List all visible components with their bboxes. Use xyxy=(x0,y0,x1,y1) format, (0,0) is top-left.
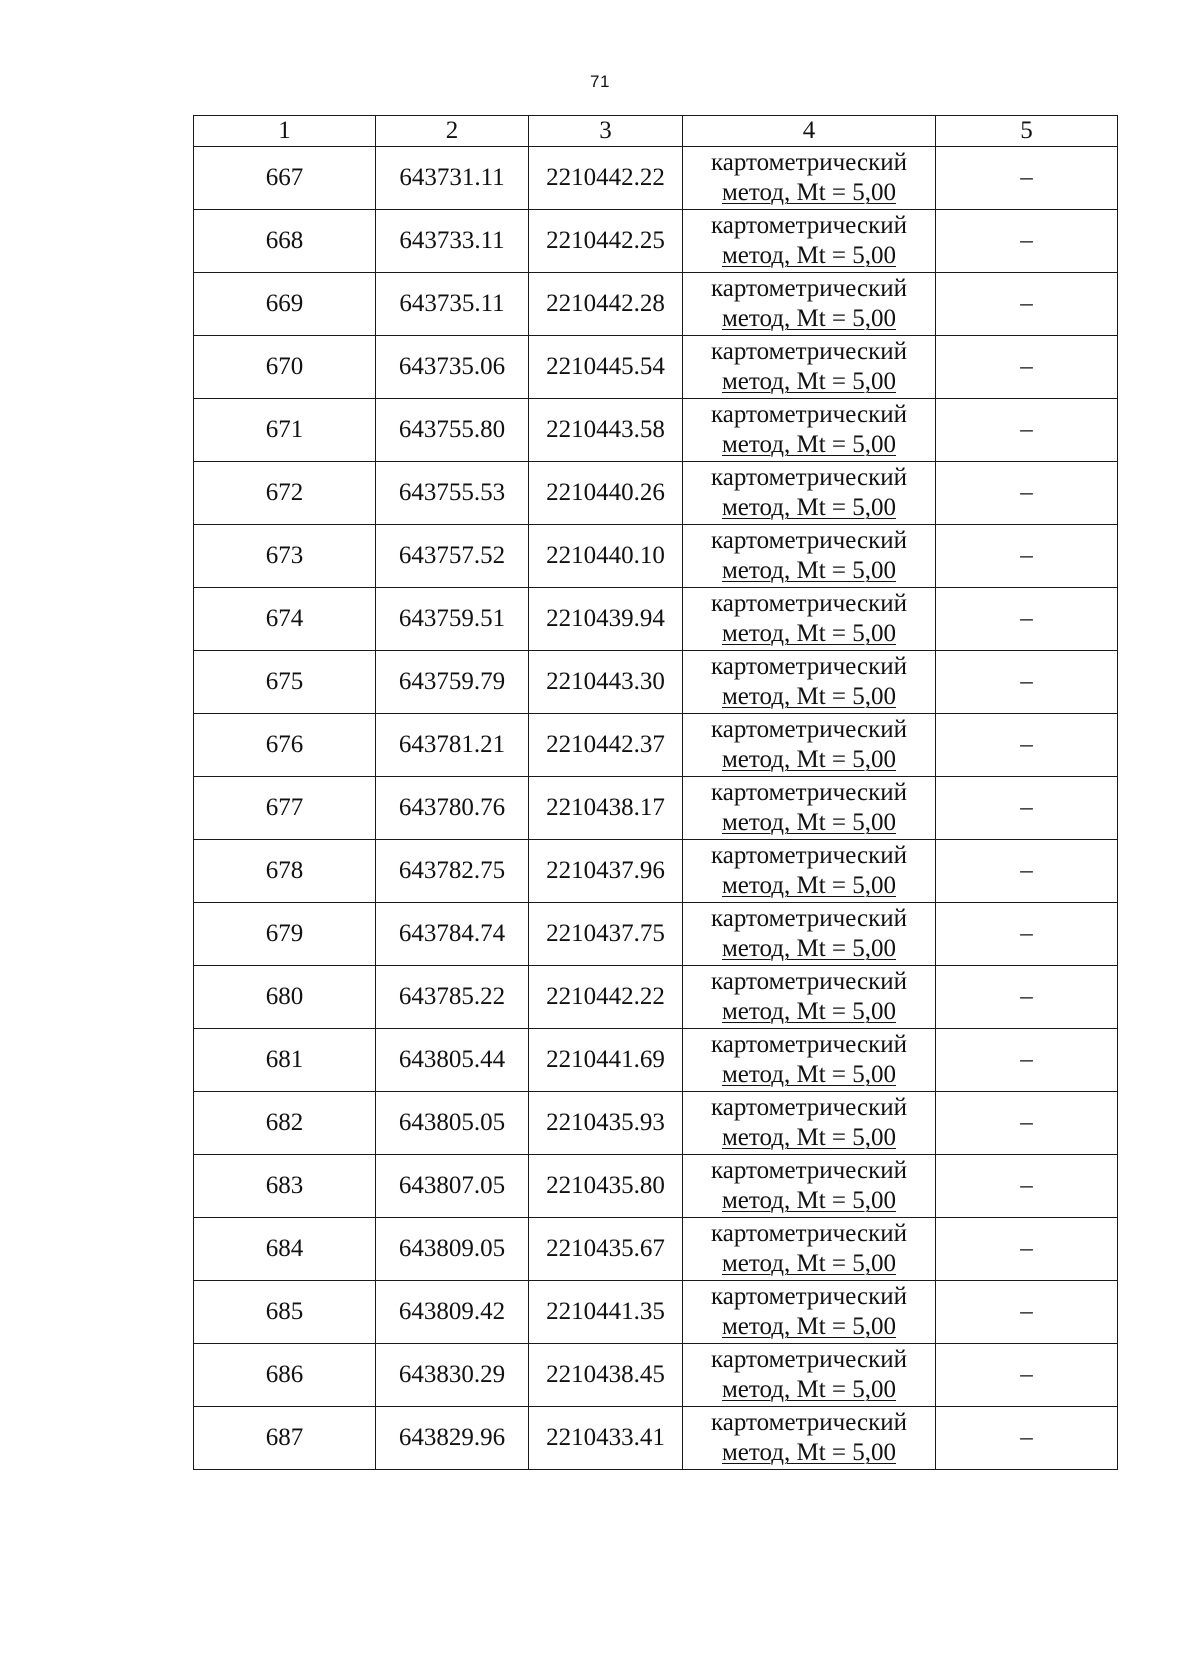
point-number-cell: 684 xyxy=(194,1218,376,1281)
method-cell xyxy=(683,210,936,273)
y-coordinate-cell: 2210442.37 xyxy=(529,714,683,777)
note-cell: – xyxy=(936,399,1118,462)
point-number-cell: 683 xyxy=(194,1155,376,1218)
point-number-cell: 678 xyxy=(194,840,376,903)
table-row xyxy=(194,147,1118,210)
table-row xyxy=(194,336,1118,399)
method-name-text: картометрический xyxy=(711,716,907,743)
y-coordinate-cell: 2210441.69 xyxy=(529,1029,683,1092)
x-coordinate-cell: 643735.06 xyxy=(376,336,529,399)
x-coordinate-cell: 643755.80 xyxy=(376,399,529,462)
point-number-cell: 680 xyxy=(194,966,376,1029)
method-cell xyxy=(683,462,936,525)
table-row xyxy=(194,1029,1118,1092)
method-cell xyxy=(683,1407,936,1470)
y-coordinate-cell: 2210437.75 xyxy=(529,903,683,966)
y-coordinate-cell: 2210443.58 xyxy=(529,399,683,462)
note-cell: – xyxy=(936,336,1118,399)
method-cell xyxy=(683,1092,936,1155)
table-row xyxy=(194,966,1118,1029)
method-name-text: картометрический xyxy=(711,212,907,239)
note-cell: – xyxy=(936,651,1118,714)
y-coordinate-cell: 2210442.25 xyxy=(529,210,683,273)
method-cell xyxy=(683,714,936,777)
method-accuracy-text: метод, Mt = 5,00 xyxy=(721,368,897,395)
table-row xyxy=(194,1344,1118,1407)
method-name-text: картометрический xyxy=(711,1409,907,1436)
x-coordinate-cell: 643780.76 xyxy=(376,777,529,840)
note-cell: – xyxy=(936,714,1118,777)
y-coordinate-cell: 2210443.30 xyxy=(529,651,683,714)
method-cell xyxy=(683,1029,936,1092)
x-coordinate-cell: 643784.74 xyxy=(376,903,529,966)
point-number-cell: 672 xyxy=(194,462,376,525)
note-cell: – xyxy=(936,1344,1118,1407)
method-name-text: картометрический xyxy=(711,401,907,428)
point-number-cell: 668 xyxy=(194,210,376,273)
method-name-text: картометрический xyxy=(711,590,907,617)
table-row xyxy=(194,399,1118,462)
note-cell: – xyxy=(936,1218,1118,1281)
point-number-cell: 670 xyxy=(194,336,376,399)
y-coordinate-cell: 2210442.22 xyxy=(529,147,683,210)
method-cell xyxy=(683,336,936,399)
method-accuracy-text: метод, Mt = 5,00 xyxy=(721,431,897,458)
y-coordinate-cell: 2210438.45 xyxy=(529,1344,683,1407)
header-row xyxy=(194,116,1118,147)
table-row xyxy=(194,588,1118,651)
x-coordinate-cell: 643829.96 xyxy=(376,1407,529,1470)
x-coordinate-cell: 643805.05 xyxy=(376,1092,529,1155)
method-accuracy-text: метод, Mt = 5,00 xyxy=(721,809,897,836)
method-accuracy-text: метод, Mt = 5,00 xyxy=(721,1250,897,1277)
y-coordinate-cell: 2210442.28 xyxy=(529,273,683,336)
x-coordinate-cell: 643735.11 xyxy=(376,273,529,336)
y-coordinate-cell: 2210437.96 xyxy=(529,840,683,903)
table-row xyxy=(194,651,1118,714)
method-cell xyxy=(683,1344,936,1407)
y-coordinate-cell: 2210445.54 xyxy=(529,336,683,399)
table-row xyxy=(194,1218,1118,1281)
x-coordinate-cell: 643809.05 xyxy=(376,1218,529,1281)
method-cell xyxy=(683,903,936,966)
point-number-cell: 675 xyxy=(194,651,376,714)
method-accuracy-text: метод, Mt = 5,00 xyxy=(721,557,897,584)
method-accuracy-text: метод, Mt = 5,00 xyxy=(721,683,897,710)
y-coordinate-cell: 2210439.94 xyxy=(529,588,683,651)
method-accuracy-text: метод, Mt = 5,00 xyxy=(721,179,897,206)
point-number-cell: 671 xyxy=(194,399,376,462)
method-accuracy-text: метод, Mt = 5,00 xyxy=(721,1313,897,1340)
method-name-text: картометрический xyxy=(711,1220,907,1247)
method-cell xyxy=(683,777,936,840)
x-coordinate-cell: 643759.51 xyxy=(376,588,529,651)
y-coordinate-cell: 2210440.10 xyxy=(529,525,683,588)
point-number-cell: 682 xyxy=(194,1092,376,1155)
table-row xyxy=(194,1092,1118,1155)
y-coordinate-cell: 2210433.41 xyxy=(529,1407,683,1470)
header-col-3: 3 xyxy=(529,116,683,147)
table-row xyxy=(194,1281,1118,1344)
header-col-2: 2 xyxy=(376,116,529,147)
note-cell: – xyxy=(936,147,1118,210)
method-accuracy-text: метод, Mt = 5,00 xyxy=(721,1061,897,1088)
x-coordinate-cell: 643807.05 xyxy=(376,1155,529,1218)
method-accuracy-text: метод, Mt = 5,00 xyxy=(721,935,897,962)
method-cell xyxy=(683,651,936,714)
method-accuracy-text: метод, Mt = 5,00 xyxy=(721,242,897,269)
x-coordinate-cell: 643805.44 xyxy=(376,1029,529,1092)
table-row xyxy=(194,273,1118,336)
method-cell xyxy=(683,840,936,903)
method-accuracy-text: метод, Mt = 5,00 xyxy=(721,998,897,1025)
point-number-cell: 677 xyxy=(194,777,376,840)
note-cell: – xyxy=(936,1407,1118,1470)
method-name-text: картометрический xyxy=(711,1157,907,1184)
method-name-text: картометрический xyxy=(711,842,907,869)
note-cell: – xyxy=(936,840,1118,903)
note-cell: – xyxy=(936,966,1118,1029)
method-name-text: картометрический xyxy=(711,527,907,554)
note-cell: – xyxy=(936,1155,1118,1218)
note-cell: – xyxy=(936,588,1118,651)
method-cell xyxy=(683,1218,936,1281)
y-coordinate-cell: 2210438.17 xyxy=(529,777,683,840)
method-name-text: картометрический xyxy=(711,1283,907,1310)
method-name-text: картометрический xyxy=(711,338,907,365)
method-cell xyxy=(683,399,936,462)
point-number-cell: 681 xyxy=(194,1029,376,1092)
note-cell: – xyxy=(936,273,1118,336)
method-name-text: картометрический xyxy=(711,779,907,806)
note-cell: – xyxy=(936,525,1118,588)
x-coordinate-cell: 643809.42 xyxy=(376,1281,529,1344)
method-name-text: картометрический xyxy=(711,1346,907,1373)
x-coordinate-cell: 643731.11 xyxy=(376,147,529,210)
header-col-5: 5 xyxy=(936,116,1118,147)
header-col-1: 1 xyxy=(194,116,376,147)
method-name-text: картометрический xyxy=(711,653,907,680)
x-coordinate-cell: 643830.29 xyxy=(376,1344,529,1407)
point-number-cell: 674 xyxy=(194,588,376,651)
point-number-cell: 685 xyxy=(194,1281,376,1344)
method-cell xyxy=(683,273,936,336)
table-row xyxy=(194,714,1118,777)
method-cell xyxy=(683,1281,936,1344)
method-name-text: картометрический xyxy=(711,968,907,995)
method-cell xyxy=(683,966,936,1029)
y-coordinate-cell: 2210435.93 xyxy=(529,1092,683,1155)
method-accuracy-text: метод, Mt = 5,00 xyxy=(721,1439,897,1466)
method-cell xyxy=(683,525,936,588)
table-header xyxy=(194,116,1118,147)
page-number: 71 xyxy=(590,72,610,91)
method-name-text: картометрический xyxy=(711,149,907,176)
coordinates-table xyxy=(193,115,1118,1470)
x-coordinate-cell: 643755.53 xyxy=(376,462,529,525)
note-cell: – xyxy=(936,903,1118,966)
x-coordinate-cell: 643759.79 xyxy=(376,651,529,714)
point-number-cell: 669 xyxy=(194,273,376,336)
point-number-cell: 673 xyxy=(194,525,376,588)
note-cell: – xyxy=(936,462,1118,525)
y-coordinate-cell: 2210441.35 xyxy=(529,1281,683,1344)
method-accuracy-text: метод, Mt = 5,00 xyxy=(721,1124,897,1151)
table-row xyxy=(194,462,1118,525)
x-coordinate-cell: 643781.21 xyxy=(376,714,529,777)
table-row xyxy=(194,1407,1118,1470)
method-accuracy-text: метод, Mt = 5,00 xyxy=(721,1376,897,1403)
point-number-cell: 679 xyxy=(194,903,376,966)
method-accuracy-text: метод, Mt = 5,00 xyxy=(721,305,897,332)
method-cell xyxy=(683,147,936,210)
point-number-cell: 687 xyxy=(194,1407,376,1470)
y-coordinate-cell: 2210442.22 xyxy=(529,966,683,1029)
y-coordinate-cell: 2210440.26 xyxy=(529,462,683,525)
table-row xyxy=(194,777,1118,840)
point-number-cell: 667 xyxy=(194,147,376,210)
method-accuracy-text: метод, Mt = 5,00 xyxy=(721,872,897,899)
table-row xyxy=(194,903,1118,966)
table-row xyxy=(194,525,1118,588)
x-coordinate-cell: 643733.11 xyxy=(376,210,529,273)
note-cell: – xyxy=(936,777,1118,840)
x-coordinate-cell: 643782.75 xyxy=(376,840,529,903)
note-cell: – xyxy=(936,1281,1118,1344)
method-accuracy-text: метод, Mt = 5,00 xyxy=(721,620,897,647)
table-row xyxy=(194,840,1118,903)
method-name-text: картометрический xyxy=(711,464,907,491)
method-name-text: картометрический xyxy=(711,275,907,302)
y-coordinate-cell: 2210435.67 xyxy=(529,1218,683,1281)
x-coordinate-cell: 643757.52 xyxy=(376,525,529,588)
header-col-4: 4 xyxy=(683,116,936,147)
method-cell xyxy=(683,588,936,651)
note-cell: – xyxy=(936,1092,1118,1155)
method-accuracy-text: метод, Mt = 5,00 xyxy=(721,494,897,521)
y-coordinate-cell: 2210435.80 xyxy=(529,1155,683,1218)
note-cell: – xyxy=(936,1029,1118,1092)
table-body xyxy=(194,147,1118,1470)
method-name-text: картометрический xyxy=(711,905,907,932)
point-number-cell: 686 xyxy=(194,1344,376,1407)
method-name-text: картометрический xyxy=(711,1031,907,1058)
x-coordinate-cell: 643785.22 xyxy=(376,966,529,1029)
method-accuracy-text: метод, Mt = 5,00 xyxy=(721,746,897,773)
method-accuracy-text: метод, Mt = 5,00 xyxy=(721,1187,897,1214)
table-row xyxy=(194,1155,1118,1218)
method-name-text: картометрический xyxy=(711,1094,907,1121)
method-cell xyxy=(683,1155,936,1218)
point-number-cell: 676 xyxy=(194,714,376,777)
table-row xyxy=(194,210,1118,273)
note-cell: – xyxy=(936,210,1118,273)
